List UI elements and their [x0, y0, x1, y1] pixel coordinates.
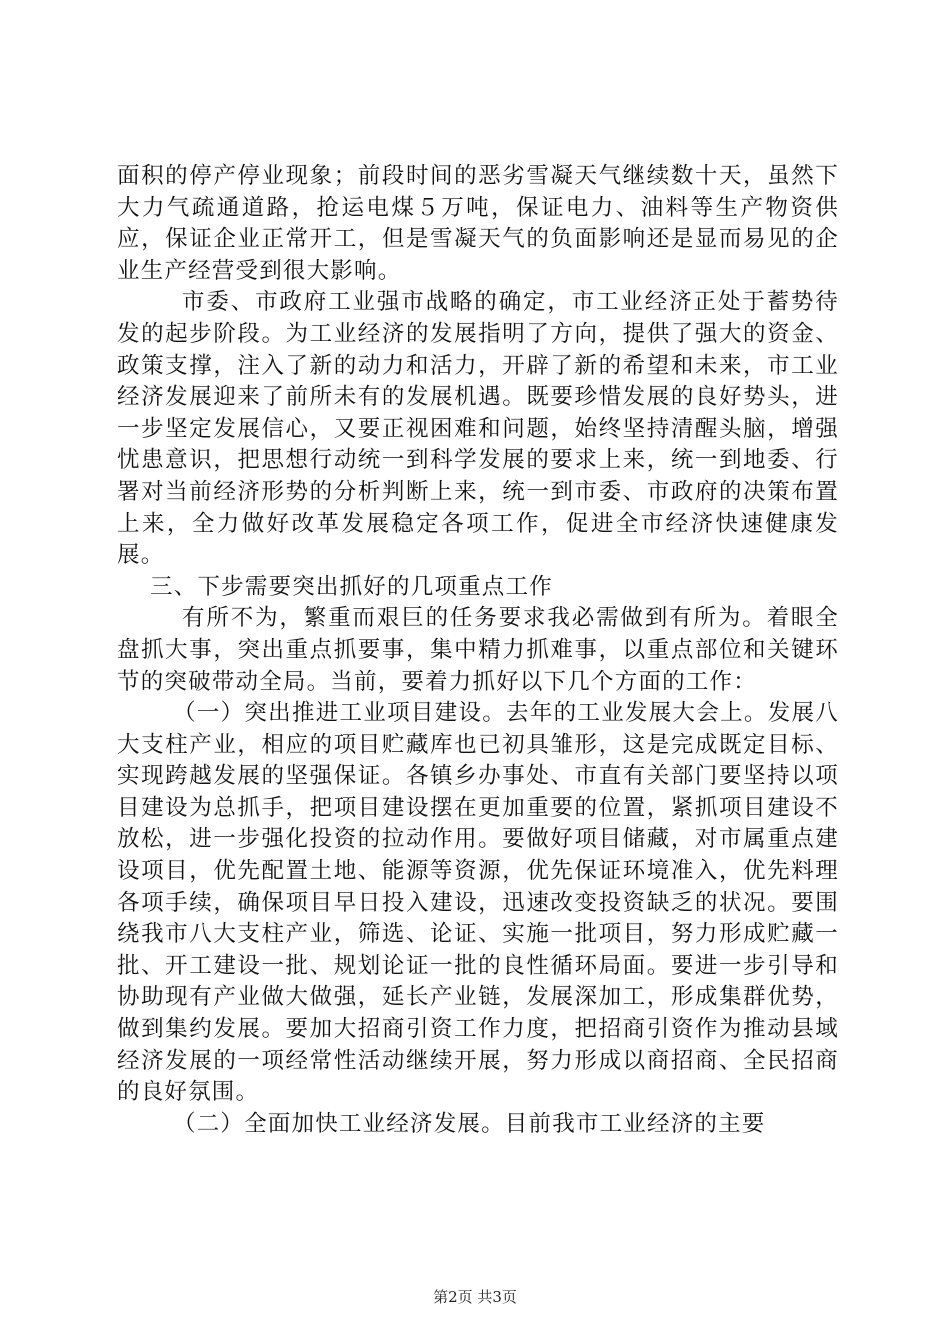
section-heading: 三、下步需要突出抓好的几项重点工作: [150, 573, 553, 600]
paragraph-intro: 有所不为，繁重而艰巨的任务要求我必需做到有所为。着眼全盘抓大事，突出重点抓要事，集中精力抓难事，以重点部位和关键环节的突破带动全局。当前，要着力抓好以下几个方面的工作：: [117, 605, 839, 695]
paragraph-strategy: 市委、市政府工业强市战略的确定，市工业经济正处于蓄势待发的起步阶段。为工业经济的发展指明了方向，提供了强大的资金、政策支撑，注入了新的动力和活力，开辟了新的希望和未来，市工业经济发展迎来了前所未有的发展机遇。既要珍惜发展的良好势头，进一步坚定发展信心，又要正视困难和问题，始终坚持清醒头脑，增强忧患意识，把思想行动统一到科学发展的要求上来，统一到地委、行署对当前经济形势的分析判断上来，统一到市委、市政府的决策布置上来，全力做好改革发展稳定各项工作，促进全市经济快速健康发展。: [117, 289, 839, 569]
document-body: [117, 161, 839, 1140]
page-number-footer: 第2页 共3页: [433, 1288, 517, 1306]
paragraph-item-2: （二）全面加快工业经济发展。目前我市工业经济的主要: [173, 1110, 766, 1137]
paragraph-continuation: 面积的停产停业现象；前段时间的恶劣雪凝天气继续数十天，虽然下大力气疏通道路，抢运电煤５万吨，保证电力、油料等生产物资供应，保证企业正常开工，但是雪凝天气的负面影响还是显而易见的企业生产经营受到很大影响。: [117, 163, 839, 284]
paragraph-item-1: （一）突出推进工业项目建设。去年的工业发展大会上。发展八大支柱产业，相应的项目贮藏库也已初具雏形，这是完成既定目标、实现跨越发展的坚强保证。各镇乡办事处、市直有关部门要坚持以项目建设为总抓手，把项目建设摆在更加重要的位置，紧抓项目建设不放松，进一步强化投资的拉动作用。要做好项目储藏，对市属重点建设项目，优先配置土地、能源等资源，优先保证环境准入，优先料理各项手续，确保项目早日投入建设，迅速改变投资缺乏的状况。要围绕我市八大支柱产业，筛选、论证、实施一批项目，努力形成贮藏一批、开工建设一批、规划论证一批的良性循环局面。要进一步引导和协助现有产业做大做强，延长产业链，发展深加工，形成集群优势，做到集约发展。要加大招商引资工作力度，把招商引资作为推动县域经济发展的一项经常性活动继续开展，努力形成以商招商、全民招商的良好氛围。: [117, 700, 839, 1106]
